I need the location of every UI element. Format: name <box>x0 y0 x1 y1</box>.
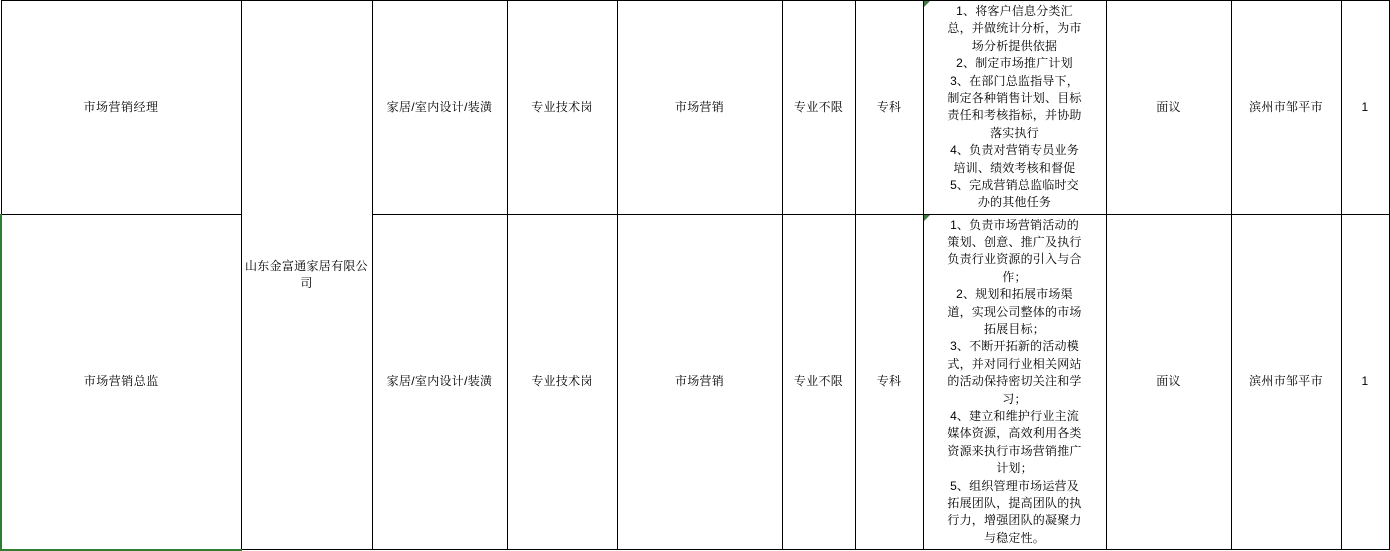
duty-line: 行力，增强团队的凝聚力 <box>947 513 1082 528</box>
cell-headcount[interactable]: 1 <box>1341 214 1389 549</box>
duty-text <box>927 3 1103 212</box>
cell-education[interactable]: 专科 <box>855 1 923 215</box>
cell-salary[interactable]: 面议 <box>1106 1 1231 215</box>
duty-line: 资源来执行市场营销推广 <box>947 443 1082 458</box>
cell-post-type[interactable]: 专业技术岗 <box>507 1 617 215</box>
cell-post-type[interactable]: 专业技术岗 <box>507 214 617 549</box>
cell-major-requirement[interactable]: 专业不限 <box>782 1 855 215</box>
duty-line: 4、建立和维护行业主流 <box>950 408 1079 423</box>
duty-line: 制定各种销售计划、目标 <box>947 90 1082 105</box>
cell-salary[interactable]: 面议 <box>1106 214 1231 549</box>
table-row <box>1 1 1389 215</box>
duty-line: 1、负责市场营销活动的 <box>950 217 1079 232</box>
cell-duty[interactable] <box>923 214 1106 549</box>
cell-workplace[interactable]: 滨州市邹平市 <box>1231 1 1341 215</box>
duty-text <box>927 217 1103 547</box>
cell-headcount[interactable]: 1 <box>1341 1 1389 215</box>
cell-department[interactable]: 市场营销 <box>617 214 782 549</box>
table-row <box>1 214 1389 549</box>
duty-line: 策划、创意、推广及执行 <box>947 235 1082 250</box>
duty-line: 培训、绩效考核和督促 <box>953 160 1076 175</box>
duty-line: 2、制定市场推广计划 <box>956 56 1073 71</box>
cell-post[interactable]: 市场营销总监 <box>1 214 241 549</box>
duty-line: 媒体资源，高效利用各类 <box>947 426 1082 441</box>
duty-line: 与稳定性。 <box>983 530 1045 545</box>
cell-post[interactable]: 市场营销经理 <box>1 1 241 215</box>
duty-line: 4、负责对营销专员业务 <box>950 143 1079 158</box>
cell-workplace[interactable]: 滨州市邹平市 <box>1231 214 1341 549</box>
duty-line: 习； <box>1002 391 1027 406</box>
duty-line: 5、组织管理市场运营及 <box>950 478 1079 493</box>
duty-line: 责任和考核指标，并协助 <box>947 108 1082 123</box>
duty-line: 落实执行 <box>990 125 1039 140</box>
cell-company[interactable]: 山东金富通家居有限公司 <box>241 1 372 550</box>
duty-line: 道，实现公司整体的市场 <box>947 304 1082 319</box>
duty-line: 拓展目标； <box>983 322 1045 337</box>
duty-line: 总，并做统计分析，为市 <box>947 21 1082 36</box>
cell-major-requirement[interactable]: 专业不限 <box>782 214 855 549</box>
comment-indicator-icon <box>924 215 930 221</box>
duty-line: 式，并对同行业相关网站 <box>947 356 1082 371</box>
duty-line: 作； <box>1002 269 1027 284</box>
cell-major[interactable]: 家居/室内设计/装潢 <box>372 214 507 549</box>
cell-major[interactable]: 家居/室内设计/装潢 <box>372 1 507 215</box>
duty-line: 的活动保持密切关注和学 <box>947 374 1082 389</box>
duty-line: 拓展团队，提高团队的执 <box>947 495 1082 510</box>
duty-line: 3、不断开拓新的活动模 <box>950 339 1079 354</box>
cell-department[interactable]: 市场营销 <box>617 1 782 215</box>
duty-line: 1、将客户信息分类汇 <box>956 4 1073 18</box>
duty-line: 计划； <box>996 461 1033 476</box>
cell-education[interactable]: 专科 <box>855 214 923 549</box>
duty-line: 2、规划和拓展市场渠 <box>956 287 1073 302</box>
duty-line: 负责行业资源的引入与合 <box>947 252 1082 267</box>
duty-line: 5、完成营销总监临时交 <box>950 177 1079 192</box>
cell-duty[interactable] <box>923 1 1106 215</box>
duty-line: 办的其他任务 <box>977 195 1052 210</box>
duty-line: 3、在部门总监指导下， <box>950 73 1079 88</box>
comment-indicator-icon <box>924 1 930 7</box>
duty-line: 场分析提供依据 <box>971 38 1058 53</box>
